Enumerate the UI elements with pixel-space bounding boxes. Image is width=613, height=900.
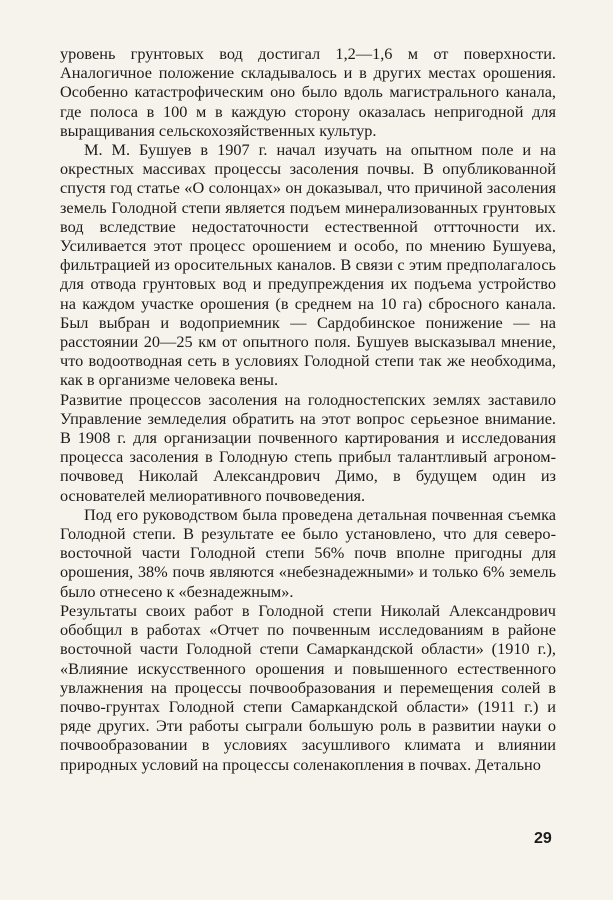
page-number: 29 — [534, 830, 552, 847]
paragraph-4: Под его руководством была проведена детальная почвенная съемка Голодной степи. В результате ее было установлено, что для северо-восточной части Голодной степи 56% почв вполне пригодны для орошения, 38% почв являются «небезнадежными» и только 6% земель было отнесено к «безнадежным». — [60, 504, 556, 601]
paragraph-1: уровень грунтовых вод достигал 1,2—1,6 м от поверхности. Аналогичное положение складывалось и в других местах орошения. Особенно катастрофическим оно было вдоль магистрального канала, где полоса в 100 м в каждую сторону оказалась непригодной для выращивания сельскохозяйственных культур. — [60, 44, 556, 140]
paragraph-2: М. М. Бушуев в 1907 г. начал изучать на опытном поле и на окрестных массивах процессы засоления почвы. В опубликованной спустя год статье «О солонцах» он доказывал, что причиной засоления земель Голодной степи является подъем минерализованных грунтовых вод вследствие недостаточности естественной оттточности их. Усиливается этот процесс орошением и особо, по мнению Бушуева, фильтрацией из оросительных каналов. В связи с этим предполагалось для отвода грунтовых вод и предупреждения их подъема устройство на каждом участке орошения (в среднем на 10 га) сбросного канала. Был выбран и водоприемник — Сардобинское понижение — на расстоянии 20—25 км от опытного поля. Бушуев высказывал мнение, что водоотводная сеть в условиях Голодной степи так же необходима, как в организме человека вены. — [60, 140, 556, 390]
body-text — [60, 44, 556, 774]
paragraph-5: Результаты своих работ в Голодной степи Николай Александрович обобщил в работах «Отчет по почвенным исследованиям в районе восточной части Голодной степи Самаркандской области» (1910 г.), «Влияние искусственного орошения и повышенного естественного увлажнения на процессы почвообразования и перемещения солей в почво-грунтах Голодной степи Самаркандской области» (1911 г.) и ряде других. Эти работы сыграли большую роль в развитии науки о почвообразовании в условиях засушливого климата и влиянии природных условий на процессы соленакопления в почвах. Детально — [60, 600, 556, 774]
paragraph-3: Развитие процессов засоления на голодностепских землях заставило Управление земледелия обратить на этот вопрос серьезное внимание. В 1908 г. для организации почвенного картирования и исследования процесса засоления в Голодную степь прибыл талантливый агроном-почвовед Николай Александрович Димо, в будущем один из основателей мелиоративного почвоведения. — [60, 389, 556, 505]
